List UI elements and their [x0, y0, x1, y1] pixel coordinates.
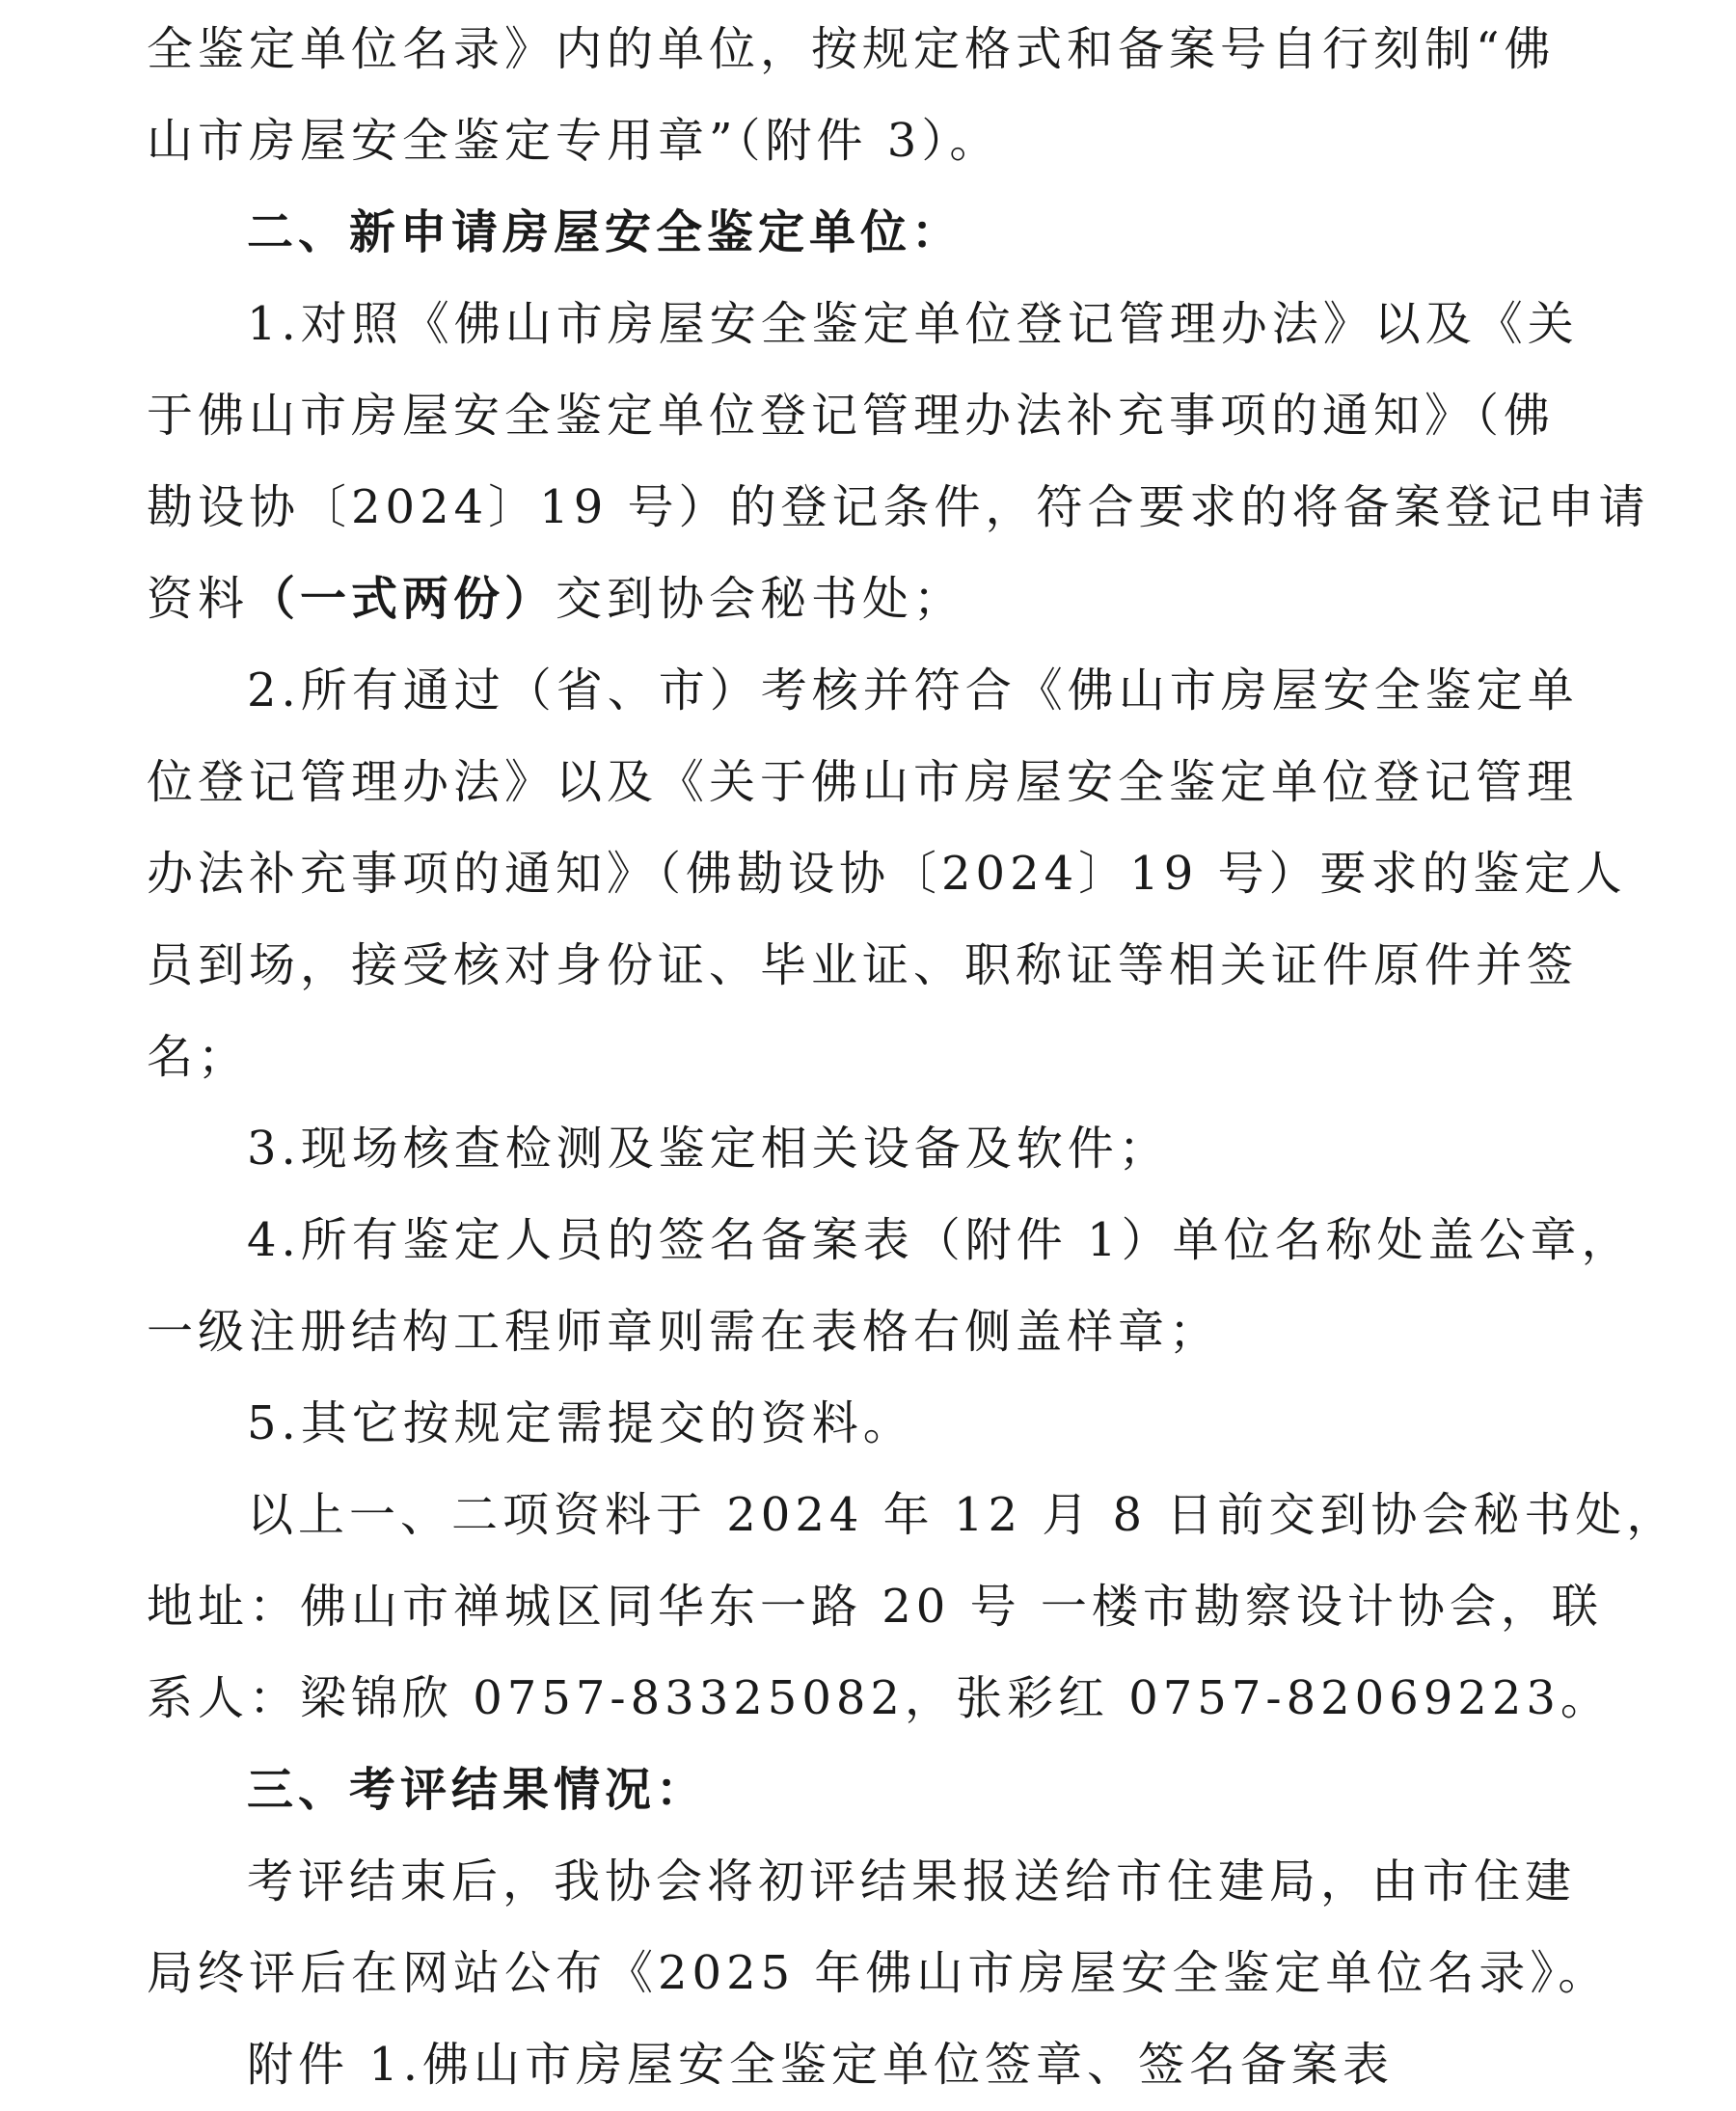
bold-emphasis: （一式两份）	[249, 572, 556, 626]
paragraph-line: 山市房屋安全鉴定专用章”（附件 3）。	[147, 114, 1001, 168]
list-item-line: 名；	[147, 1030, 250, 1084]
paragraph-line: 以上一、二项资料于 2024 年 12 月 8 日前交到协会秘书处，	[247, 1488, 1678, 1542]
document-page	[147, 0, 1678, 2111]
paragraph-line: 考评结束后，我协会将初评结果报送给市住建局，由市住建	[247, 1854, 1577, 1908]
section-heading: 二、新申请房屋安全鉴定单位：	[247, 205, 963, 259]
attachment-line: 附件 1.佛山市房屋安全鉴定单位签章、签名备案表	[247, 2038, 1395, 2092]
list-item-line: 5.其它按规定需提交的资料。	[247, 1396, 914, 1450]
list-item-line: 办法补充事项的通知》（佛勘设协〔2024〕19 号）要求的鉴定人	[147, 847, 1627, 901]
text-segment: 资料	[147, 572, 250, 626]
paragraph-line: 全鉴定单位名录》内的单位，按规定格式和备案号自行刻制“佛	[147, 22, 1556, 76]
paragraph-line: 局终评后在网站公布《2025 年佛山市房屋安全鉴定单位名录》。	[147, 1946, 1610, 2000]
list-item-line: 员到场，接受核对身份证、毕业证、职称证等相关证件原件并签	[147, 938, 1579, 992]
list-item-line: 3.现场核查检测及鉴定相关设备及软件；	[247, 1122, 1170, 1176]
list-item-line: 一级注册结构工程师章则需在表格右侧盖样章；	[147, 1305, 1221, 1359]
list-item-line: 勘设协〔2024〕19 号）的登记条件，符合要求的将备案登记申请	[147, 480, 1650, 534]
list-item-line: 位登记管理办法》以及《关于佛山市房屋安全鉴定单位登记管理	[147, 755, 1579, 809]
section-heading: 三、考评结果情况：	[247, 1763, 708, 1817]
list-item-line: 4.所有鉴定人员的签名备案表（附件 1）单位名称处盖公章，	[247, 1213, 1633, 1267]
paragraph-line: 系人：梁锦欣 0757-83325082，张彩红 0757-82069223。	[147, 1671, 1612, 1725]
text-segment: 交到协会秘书处；	[556, 572, 965, 626]
paragraph-line: 地址：佛山市禅城区同华东一路 20 号 一楼市勘察设计协会，联	[147, 1580, 1603, 1634]
list-item-line: 于佛山市房屋安全鉴定单位登记管理办法补充事项的通知》（佛	[147, 389, 1556, 443]
list-item-line: 1.对照《佛山市房屋安全鉴定单位登记管理办法》以及《关	[247, 297, 1579, 351]
list-item-line: 2.所有通过（省、市）考核并符合《佛山市房屋安全鉴定单	[247, 663, 1579, 717]
list-item-line	[147, 554, 1593, 645]
